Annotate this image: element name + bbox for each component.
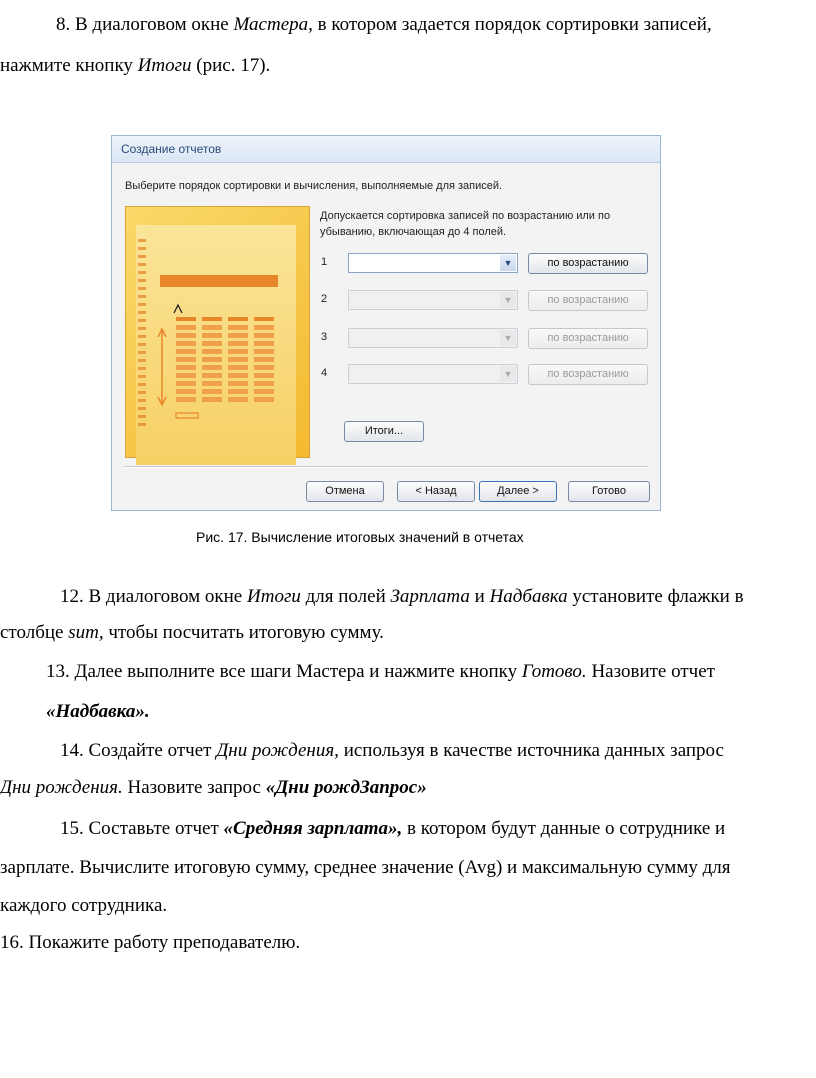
sort-order-button-4[interactable]: по возрастанию — [528, 364, 648, 385]
text: используя в качестве источника данных запрос — [338, 740, 724, 761]
text-italic: Итоги — [137, 55, 192, 76]
step-13-line-2 — [46, 700, 150, 724]
sort-field-select-2[interactable] — [348, 290, 518, 310]
step-15-line-3: каждого сотрудника. — [0, 895, 168, 916]
sort-row-number: 2 — [321, 293, 328, 305]
text: в котором будут данные о сотруднике и — [402, 818, 726, 839]
text: нажмите кнопку — [0, 55, 138, 76]
sort-info-text: Допускается сортировка записей по возрастанию или по убыванию, включающая до 4 полей. — [320, 210, 611, 238]
figure-caption: Рис. 17. Вычисление итоговых значений в отчетах — [196, 529, 524, 545]
text: для полей — [300, 586, 391, 607]
sort-field-select-4[interactable] — [348, 364, 518, 384]
text: 8. В диалоговом окне — [56, 14, 234, 35]
chevron-down-icon[interactable]: ▼ — [500, 255, 516, 271]
text-italic: Дни рождения, — [216, 740, 339, 761]
text-italic: Зарплата — [390, 586, 470, 607]
text: Назовите запрос — [122, 777, 266, 798]
dialog-subtitle: Выберите порядок сортировки и вычисления, выполняемые для записей. — [125, 180, 503, 192]
text: 12. В диалоговом окне — [60, 586, 247, 607]
text-italic: Мастера, — [233, 14, 313, 35]
report-wizard-dialog — [111, 135, 661, 511]
text-bold-italic: «Средняя зарплата», — [223, 818, 403, 839]
text: Назовите отчет — [586, 661, 715, 682]
step-15-line-2: зарплате. Вычислите итоговую сумму, среднее значение (Avg) и максимальную сумму для — [0, 857, 731, 878]
step-13-line-1 — [46, 660, 715, 684]
intro-line-2 — [0, 54, 270, 78]
back-button[interactable]: < Назад — [397, 481, 475, 502]
text-bold-italic: «Дни рождЗапрос» — [265, 777, 427, 798]
chevron-down-icon[interactable]: ▼ — [500, 330, 516, 346]
text-italic: sum, — [68, 622, 104, 643]
step-14-line-2 — [0, 776, 427, 800]
sort-order-button-2[interactable]: по возрастанию — [528, 290, 648, 311]
sort-order-button-3[interactable]: по возрастанию — [528, 328, 648, 349]
dialog-title: Создание отчетов — [121, 142, 222, 156]
text: 13. Далее выполните все шаги Мастера и нажмите кнопку — [46, 661, 522, 682]
step-16: 16. Покажите работу преподавателю. — [0, 932, 301, 953]
totals-button[interactable]: Итоги... — [344, 421, 424, 442]
text-italic: Итоги — [247, 586, 301, 607]
next-button[interactable]: Далее > — [479, 481, 557, 502]
text: чтобы посчитать итоговую сумму. — [103, 622, 384, 643]
chevron-down-icon[interactable]: ▼ — [500, 366, 516, 382]
text: в котором задается порядок сортировки записей, — [312, 14, 712, 35]
text-italic: Надбавка — [489, 586, 568, 607]
dialog-title-bar — [112, 136, 660, 163]
finish-button[interactable]: Готово — [568, 481, 650, 502]
step-12-line-2 — [0, 621, 384, 645]
sort-row-number: 4 — [321, 367, 328, 379]
text: столбце — [0, 622, 69, 643]
text-italic: Дни рождения. — [0, 777, 123, 798]
caret-up-icon — [174, 305, 182, 313]
text: (рис. 17). — [191, 55, 271, 76]
step-15-line-1 — [60, 817, 725, 841]
sort-row-number: 1 — [321, 256, 328, 268]
sort-field-select-1[interactable] — [348, 253, 518, 273]
footer-divider — [124, 466, 648, 468]
sort-row-number: 3 — [321, 331, 328, 343]
text: 14. Создайте отчет — [60, 740, 217, 761]
sort-field-select-3[interactable] — [348, 328, 518, 348]
report-preview-illustration — [125, 206, 310, 458]
preview-graphic — [136, 225, 296, 457]
text-italic: Готово. — [521, 661, 587, 682]
sort-order-button-1[interactable]: по возрастанию — [528, 253, 648, 274]
step-12-line-1 — [60, 585, 744, 609]
text: установите флажки в — [567, 586, 744, 607]
text: и — [469, 586, 490, 607]
text-bold-italic: «Надбавка». — [46, 701, 150, 722]
step-14-line-1 — [60, 739, 724, 763]
intro-line-1 — [56, 13, 712, 37]
chevron-down-icon[interactable]: ▼ — [500, 292, 516, 308]
preview-page — [136, 225, 296, 465]
cancel-button[interactable]: Отмена — [306, 481, 384, 502]
text: 15. Составьте отчет — [60, 818, 224, 839]
